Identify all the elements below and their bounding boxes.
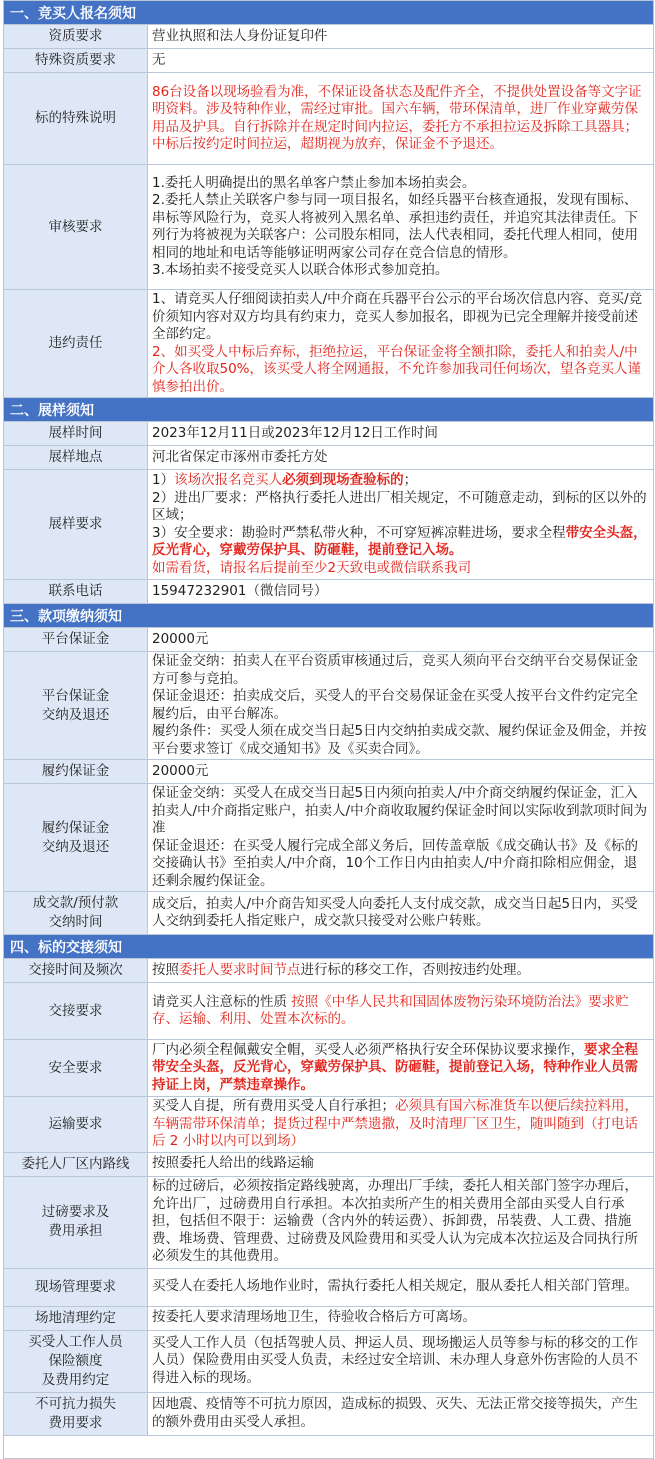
row-value [148,422,654,446]
value-paragraph [152,425,650,443]
row-value [148,580,654,604]
row-label [4,49,148,73]
table-row [4,1392,654,1435]
value-paragraph [152,1309,650,1327]
text-run: 进行标的移交工作，否则按违约处理。 [300,961,530,978]
row-label-line: 履约保证金 [41,763,110,779]
row-value [148,760,654,784]
text-run: 15947232901（微信同号） [152,582,328,599]
section-header [4,604,654,628]
section-title: 四、标的交接须知 [4,935,654,959]
row-label [4,1268,148,1306]
row-label-line: 违约责任 [48,335,103,351]
row-value [148,290,654,398]
row-label-line: 委托人厂区内路线 [21,1155,130,1172]
text-run: 3）安全要求：勘验时严禁私带火种，不可穿短裤凉鞋进场，要求全程 [152,524,566,541]
value-paragraph [152,763,650,781]
table-row [4,1330,654,1392]
text-run: 1） [152,472,175,488]
row-label [4,165,148,290]
row-label-line: 交接要求 [48,1002,103,1019]
row-label-line: 费用要求 [48,1414,103,1431]
row-label [4,1330,148,1392]
text-run: 2023年12月11日或2023年12月12日工作时间 [152,424,438,441]
value-paragraph [152,723,650,758]
table-row [4,49,654,73]
row-value [148,1097,654,1153]
section-title: 一、竞买人报名须知 [4,1,654,25]
value-paragraph [152,291,650,344]
table-row [4,422,654,446]
row-label [4,760,148,784]
row-label-line: 成交款/预付款 [32,895,119,911]
row-label [4,470,148,580]
row-value [148,73,654,165]
table-row [4,983,654,1040]
text-run: 2.委托人禁止关联客户参与同一项目报名，如经兵器平台核查通报，发现有围标、串标等风险行为，竞买人将被列入黑名单、承担违约责任，并追究其法律责任。下列行为将被视为关联客户：公司股东相同，法人代表相同，委托代理人相同，使用相同的地址和电话等能够证明两家公司存在竞合信息的情形。 [152,192,638,261]
value-paragraph [152,631,650,649]
value-paragraph [152,1178,650,1266]
value-paragraph [152,962,650,980]
text-run: 2、如买受人中标后弃标，拒绝拉运，平台保证金将全额扣除，委托人和拍卖人/中介人各收取50%，该买受人将全网通报，不允许参加我司任何场次，望各竞买人谨慎参拍出价。 [152,343,642,395]
row-label-line: 展样地点 [48,449,103,465]
text-run: 因地震、疫情等不可抗力原因，造成标的损毁、灭失、无法正常交接等损失，产生的额外费用由买受人承担。 [152,1396,638,1430]
text-run: ； [403,472,418,488]
row-label-line: 资质要求 [48,28,103,44]
table-row [4,73,654,165]
row-label-line: 特殊资质要求 [35,52,116,68]
row-label-line: 过磅要求及 [41,1204,110,1220]
row-label-line: 审核要求 [48,218,103,235]
text-run: 要求全程带安全头盔，反光背心，穿戴劳保护具、防砸鞋，提前登记入场，特种作业人员需持证上岗，严禁违章操作。 [152,1041,638,1093]
table-row [4,760,654,784]
row-label [4,290,148,398]
value-paragraph [152,838,650,891]
table-row [4,470,654,580]
row-label [4,1040,148,1097]
table-row [4,25,654,49]
table-row [4,1097,654,1153]
blank-cell [4,1435,654,1458]
row-label-line: 不可抗力损失 [35,1395,116,1412]
text-run: 20000元 [152,762,209,779]
row-value [148,446,654,470]
text-run: 厂内必须全程佩戴安全帽，买受人必须严格执行安全环保协议要求操作， [152,1041,584,1058]
row-label [4,422,148,446]
row-label-line: 保险额度 [48,1352,103,1369]
text-run: 买受人工作人员（包括驾驶人员、押运人员、现场搬运人员等参与标的移交的工作人员）保险费用由买受人负责，未经过安全培训、未办理人身意外伤害险的人员不得进入标的现场。 [152,1334,638,1386]
text-run: 保证金交纳：买受人在成交当日起5日内须向拍卖人/中介商交纳履约保证金，汇入拍卖人/中介商指定账户，拍卖人/中介商收取履约保证金时间以实际收到款项时间为准 [152,785,648,836]
row-value [148,165,654,290]
text-run: 86台设备以现场验看为准，不保证设备状态及配件齐全，不提供处置设备等文字证明资料。涉及特种作业，需经过审批。国六车辆，带环保清单，进厂作业穿戴劳保用品及护具。自行拆除并在规定时间内拉运，委托方不承担拉运及拆除工具器具；中标后按约定时间拉运，超期视为放弃，保证金不予退还。 [152,83,642,152]
table-row [4,784,654,892]
row-value [148,628,654,652]
row-label [4,1176,148,1268]
value-paragraph [152,52,650,70]
section-header [4,1,654,25]
row-value [148,652,654,760]
text-run: 履约条件：买受人须在成交当日起5日内交纳拍卖成交款、履约保证金及佣金，并按平台要求签订《成交通知书》及《买卖合同》。 [152,723,647,757]
table-row [4,1176,654,1268]
row-label [4,1152,148,1176]
row-label-line: 及费用约定 [41,1371,110,1388]
value-paragraph [152,84,650,154]
row-label [4,892,148,935]
row-label-line: 交纳及退还 [41,838,110,855]
blank-row [4,1435,654,1458]
table-row [4,1152,654,1176]
table-row [4,165,654,290]
row-label-line: 平台保证金 [41,631,110,647]
row-value [148,959,654,983]
section-header [4,935,654,959]
text-run: 成交后，拍卖人/中介商告知买受人向委托人支付成交款，成交当日起5日内，买受人交纳到委托人指定账户，成交款只接受对公账户转账。 [152,895,638,929]
row-label-line: 场地清理约定 [35,1309,116,1326]
value-paragraph [152,472,650,490]
value-paragraph [152,525,650,560]
row-value [148,49,654,73]
notice-table [3,0,654,1459]
text-run: 按照 [152,961,179,978]
row-label [4,1392,148,1435]
row-label [4,73,148,165]
text-run: 20000元 [152,630,209,647]
text-run: 河北省保定市涿州市委托方处 [152,448,328,465]
value-paragraph [152,175,650,193]
table-row [4,959,654,983]
row-label-line: 展样要求 [48,516,103,532]
row-label [4,1097,148,1153]
row-label-line: 标的特殊说明 [35,110,116,126]
row-label [4,446,148,470]
value-paragraph [152,653,650,688]
text-run: 标的过磅后，必须按指定路线驶离，办理出厂手续，委托人相关部门签字办理后，允许出厂，过磅费用自行承担。本次拍卖所产生的相关费用全部由买受人自行承担，包括但不限于：运输费（含内外的转运费）、拆卸费，吊装费、人工费、措施费、堆场费、管理费、过磅费及风险费用和买受人认为完成本次拉运及合同执行所必须发生的其他费用。 [152,1178,638,1265]
text-run: 必须具有国六标准货车以便后续拉料用，车辆需带环保清单；提货过程中严禁遗撒，及时清理厂区卫生，随叫随到（打电话后 2 小时以内可以到场） [152,1098,638,1149]
row-label-line: 安全要求 [48,1059,103,1076]
section-title: 二、展样须知 [4,398,654,422]
table-row [4,446,654,470]
text-run: 2）进出厂要求：严格执行委托人进出厂相关规定，不可随意走动，到标的区以外的区域； [152,489,647,523]
value-paragraph [152,192,650,262]
text-run: 1、请竞买人仔细阅读拍卖人/中介商在兵器平台公示的平台场次信息内容、竞买/竞价须知内容对双方均具有约束力，竞买人参加报名，即视为已完全理解并接受前述全部约定。 [152,291,643,342]
row-value [148,1306,654,1330]
row-label-line: 买受人工作人员 [28,1333,123,1350]
value-paragraph [152,1278,650,1296]
row-value [148,25,654,49]
value-paragraph [152,1042,650,1095]
row-value [148,1330,654,1392]
row-label-line: 交纳及退还 [41,706,110,723]
row-label-line: 运输要求 [48,1115,103,1132]
text-run: 必须到现场查验标的 [282,472,404,488]
row-label-line: 交纳时间 [48,914,103,930]
row-label-line: 平台保证金 [41,687,110,704]
table-row [4,628,654,652]
row-value [148,1176,654,1268]
text-run: 买受人在委托人场地作业时，需执行委托人相关规定，服从委托人相关部门管理。 [152,1278,638,1295]
text-run: 按照委托人给出的线路运输 [152,1155,314,1172]
value-paragraph [152,449,650,467]
row-value [148,892,654,935]
table-row [4,1306,654,1330]
text-run: 按照《中华人民共和国固体废物污染环境防治法》要求贮存、运输、利用、处置本次标的。 [152,993,629,1027]
table-row [4,580,654,604]
row-value [148,1392,654,1435]
row-value [148,784,654,892]
row-label-line: 展样时间 [48,425,103,441]
table-row [4,290,654,398]
table-row [4,1268,654,1306]
value-paragraph [152,896,650,931]
text-run: 1.委托人明确提出的黑名单客户禁止参加本场拍卖会。 [152,174,476,191]
value-paragraph [152,28,650,46]
row-value [148,983,654,1040]
value-paragraph [152,583,650,601]
value-paragraph [152,344,650,397]
text-run: 委托人要求时间节点 [179,961,301,978]
text-run: 无 [152,51,166,68]
row-label-line: 履约保证金 [41,819,110,836]
value-paragraph [152,785,650,838]
row-label [4,580,148,604]
row-label-line: 交接时间及频次 [28,962,123,978]
row-value [148,470,654,580]
row-label [4,959,148,983]
text-run: 保证金退还：拍卖成交后，买受人的平台交易保证金在买受人按平台文件约定完全履约后，由平台解冻。 [152,688,638,722]
row-label-line: 联系电话 [48,583,103,599]
notice-document [3,0,653,1459]
row-label [4,1306,148,1330]
row-label [4,983,148,1040]
text-run: 如需看货，请报名后提前至少2天致电或微信联系我司 [152,559,472,576]
row-value [148,1040,654,1097]
text-run: 按委托人要求清理场地卫生，待验收合格后方可离场。 [152,1309,476,1326]
text-run: 营业执照和法人身份证复印件 [152,27,328,44]
text-run: 请竞买人注意标的性质 [152,993,292,1010]
section-header [4,398,654,422]
value-paragraph [152,994,650,1029]
table-row [4,652,654,760]
text-run: 该场次报名竞买人 [174,472,283,488]
value-paragraph [152,490,650,525]
text-run: 保证金退还：在买受人履行完成全部义务后，回传盖章版《成交确认书》及《标的交接确认书》至拍卖人/中介商，10个工作日内由拍卖人/中介商扣除相应佣金，退还剩余履约保证金。 [152,837,638,889]
value-paragraph [152,1396,650,1431]
value-paragraph [152,1335,650,1388]
row-value [148,1268,654,1306]
text-run: 买受人自提，所有费用买受人自行承担； [152,1098,395,1114]
row-label [4,652,148,760]
value-paragraph [152,560,650,578]
row-label [4,25,148,49]
value-paragraph [152,1098,650,1151]
row-label-line: 费用承担 [48,1223,103,1239]
table-row [4,1040,654,1097]
value-paragraph [152,1155,650,1173]
table-row [4,892,654,935]
row-label [4,784,148,892]
text-run: 3.本场拍卖不接受竞买人以联合体形式参加竞拍。 [152,262,449,278]
section-title: 三、款项缴纳须知 [4,604,654,628]
text-run: 保证金交纳：拍卖人在平台资质审核通过后，竞买人须向平台交纳平台交易保证金方可参与竞拍。 [152,653,638,687]
row-label-line: 现场管理要求 [35,1278,116,1295]
text-run: 带安全头盔，反光背心，穿戴劳保护具、防砸鞋，提前登记入场。 [152,524,647,558]
row-label [4,628,148,652]
value-paragraph [152,688,650,723]
row-value [148,1152,654,1176]
value-paragraph [152,262,650,280]
